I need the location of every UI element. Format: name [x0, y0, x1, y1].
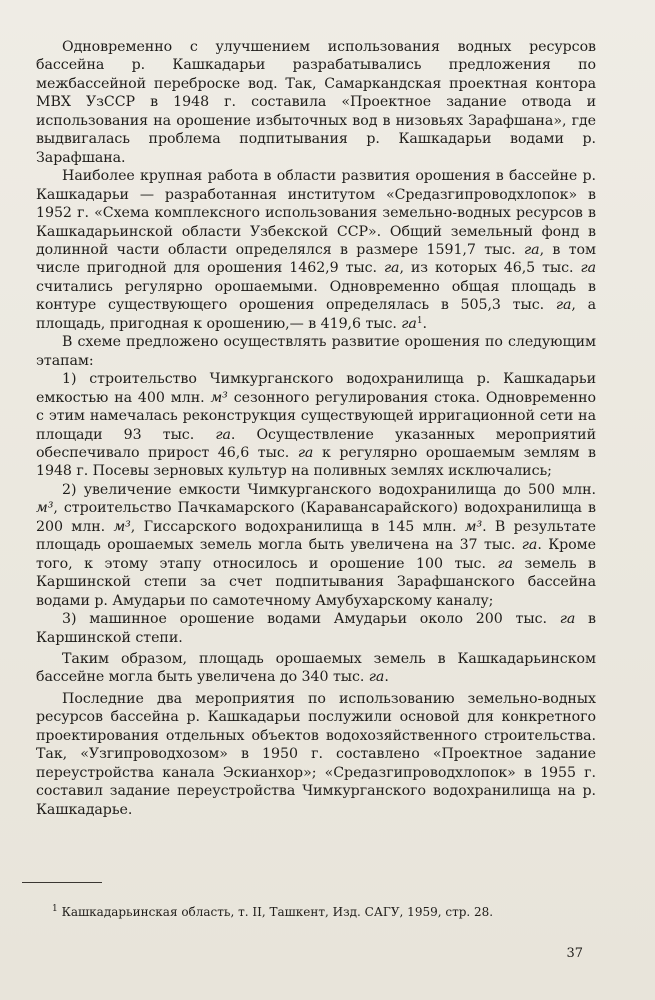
unit-italic: га — [497, 555, 513, 572]
unit-italic: га — [524, 241, 540, 258]
paragraph — [36, 167, 596, 333]
text-run: , Гиссарского водохранилища в 145 млн. — [130, 518, 465, 535]
paragraph — [36, 38, 596, 167]
text-run: Одновременно с улучшением использования водных ресурсов бассейна р. Кашкадарьи разрабатывались предложения по межбассейной переброске вод. Так, Самаркандская проектная контора МВХ УзССР в 1948 г. составила «Проектное задание отвода и использования на орошение избыточных вод в низовьях Зарафшана», где выдвигалась проблема подпитывания р. Кашкадарьи водами р. Зарафшана. — [36, 39, 596, 166]
text-run: В схеме предложено осуществлять развитие орошения по следующим этапам: — [36, 334, 596, 369]
text-run: 3) машинное орошение водами Амударьи около 200 тыс. — [62, 611, 560, 628]
unit-italic: га — [521, 537, 538, 554]
page-number: 37 — [566, 946, 583, 961]
text-run: , в том числе пригодной для орошения 1462,9 тыс. — [36, 241, 596, 277]
text-run: , строительство Пачкамарского (Каравансарайского) водохранилища в 200 млн. — [36, 500, 596, 535]
unit-italic: га — [559, 611, 576, 628]
paragraph — [36, 690, 596, 819]
text-run: к регулярно орошаемым землям в 1948 г. Посевы зерновых культур на поливных землях исключались; — [36, 444, 596, 480]
text-run: . В результате площадь орошаемых земель могла быть увеличена на 37 тыс. — [36, 518, 596, 554]
unit-italic: га — [580, 260, 596, 277]
text-run: . — [422, 315, 427, 332]
unit-italic: га — [297, 444, 314, 461]
unit-italic: га — [215, 426, 231, 443]
unit-italic: га — [555, 297, 572, 314]
footnote-text: Кашкадарьинская область, т. II, Ташкент, Изд. САГУ, 1959, стр. 28. — [61, 905, 494, 919]
text-run: Последние два мероприятия по использованию земельно-водных ресурсов бассейна р. Кашкадарьи послужили основой для конкретного проектирования отдельных объектов водохозяйственного строительства. Так, «Узгипроводхозом» в 1950 г. составлено «Проектное задание переустройства канала Эскианхор»; «Средазгипроводхлопок» в 1955 г. составил задание переустройства Чимкурганского водохранилища на р. Кашкадарье. — [36, 690, 596, 818]
unit-italic: га — [368, 669, 385, 686]
footnote-separator — [22, 882, 102, 883]
text-run: Наиболее крупная работа в области развития орошения в бассейне р. Кашкадарьи — разработанная институтом «Средазгипроводхлопок» в 1952 г. «Схема комплексного использования земельно-водных ресурсов в Кашкадарьинской области Узбекской ССР». Общий земельный фонд в долинной части области определялся в размере 1591,7 тыс. — [36, 168, 596, 258]
unit-italic: м³ — [113, 518, 131, 535]
paragraph — [36, 650, 596, 687]
text-run: в Каршинской степи. — [36, 611, 596, 646]
unit-italic: м³ — [36, 500, 54, 517]
footnote-reference: 1 — [416, 315, 423, 326]
footnote-marker: 1 — [52, 904, 58, 914]
text-run: . — [384, 669, 389, 686]
text-run: 2) увеличение емкости Чимкурганского водохранилища до 500 млн. — [62, 481, 596, 498]
text-run: сезонного регулирования стока. Одновременно с этим намечалась реконструкция существующей ирригационной сети на площади 93 тыс. — [36, 389, 596, 443]
unit-italic: га — [401, 315, 417, 332]
unit-italic: м³ — [464, 518, 483, 535]
text-run: , а площадь, пригодная к орошению,— в 419,6 тыс. — [36, 297, 596, 332]
text-run: , из которых 46,5 тыс. — [399, 260, 581, 277]
text-run: . Кроме того, к этому этапу относилось и орошение 100 тыс. — [36, 537, 596, 572]
body-text — [36, 38, 596, 819]
unit-italic: м³ — [210, 389, 228, 406]
text-run: Таким образом, площадь орошаемых земель в Кашкадарьинском бассейне могла быть увеличена до 340 тыс. — [36, 650, 596, 686]
paragraph — [36, 333, 596, 370]
text-run: считались регулярно орошаемыми. Одновременно общая площадь в контуре существующего орошения определялась в 505,3 тыс. — [36, 278, 596, 314]
footnote — [52, 904, 572, 920]
paragraph — [36, 481, 596, 610]
text-run: земель в Каршинской степи за счет подпитывания Зарафшанского бассейна водами р. Амударьи по самотечному Амубухарскому каналу; — [36, 555, 596, 609]
unit-italic: га — [383, 260, 400, 277]
paragraph — [36, 370, 596, 481]
paragraph — [36, 610, 596, 647]
text-run: 1) строительство Чимкурганского водохранилища р. Кашкадарьи емкостью на 400 млн. — [36, 371, 596, 406]
text-run: . Осуществление указанных мероприятий обеспечивало прирост 46,6 тыс. — [36, 426, 596, 461]
